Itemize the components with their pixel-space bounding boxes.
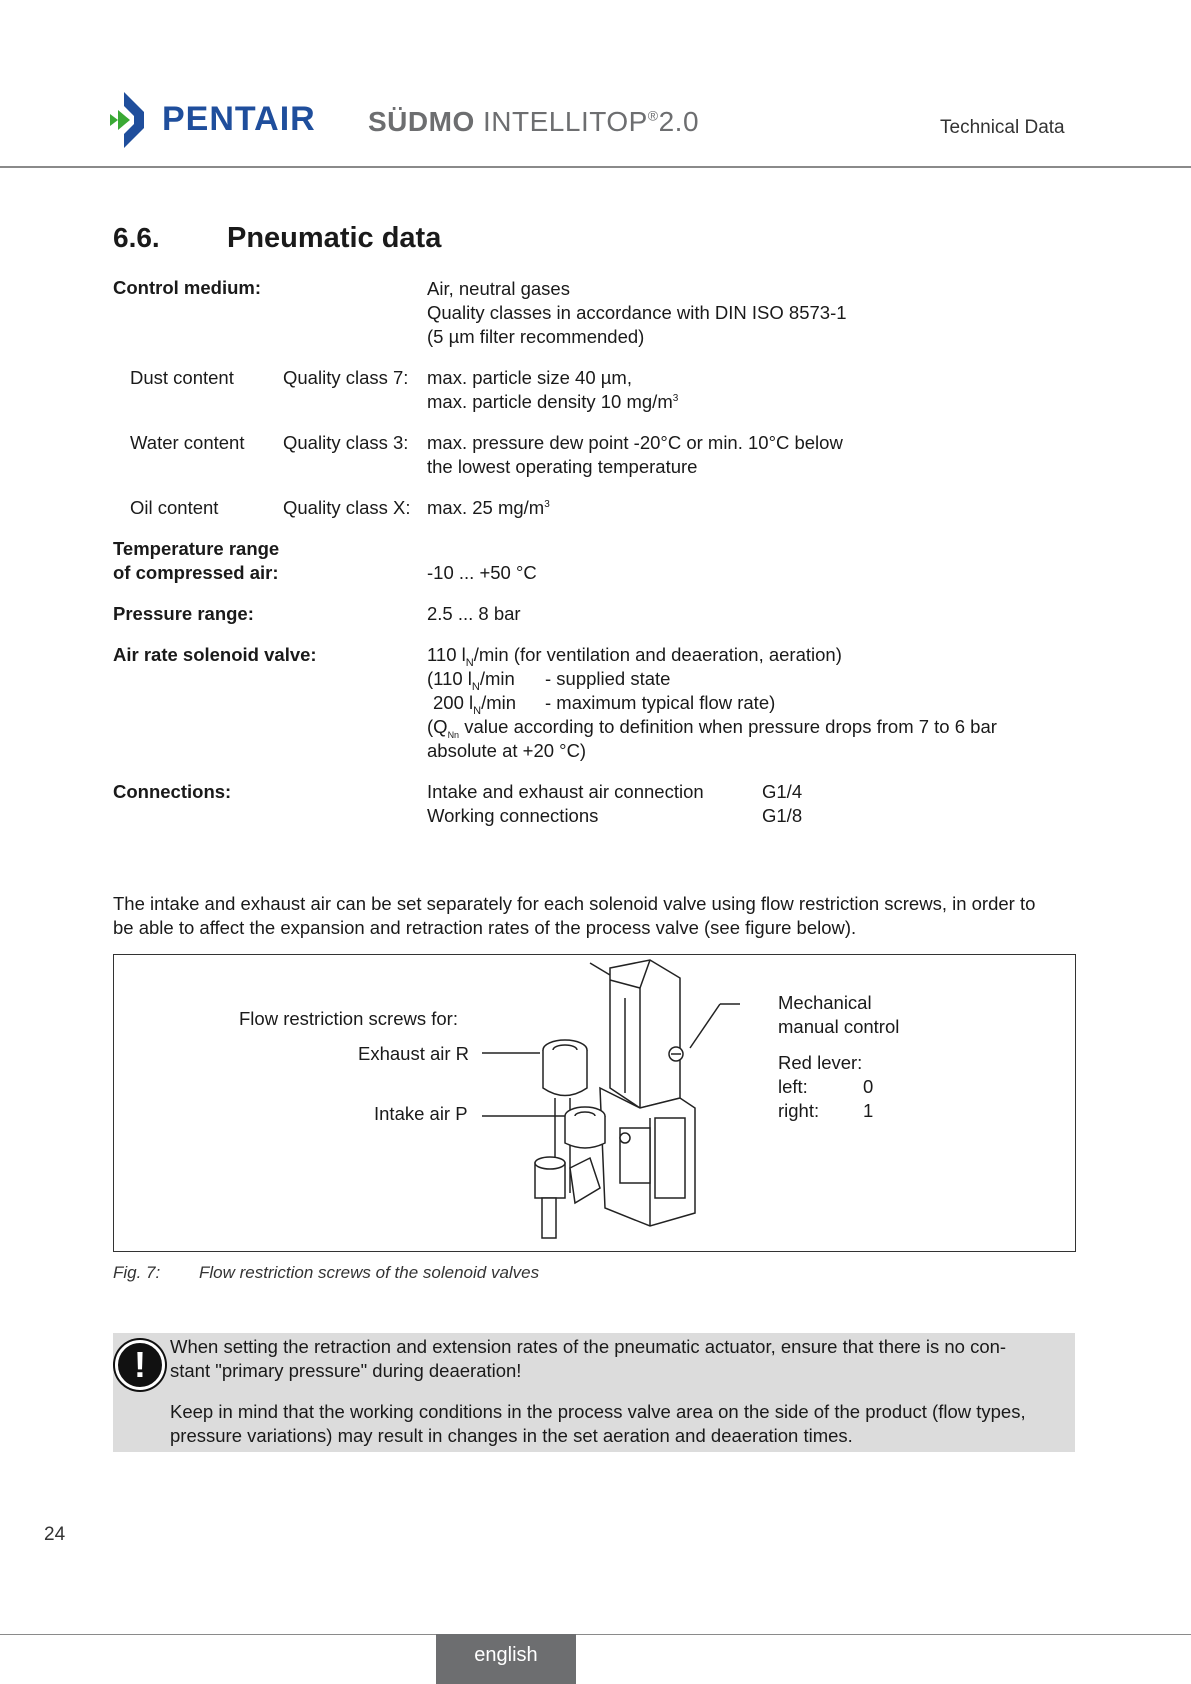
connections-label: Connections: bbox=[113, 781, 232, 802]
section-title: Pneumatic data bbox=[227, 222, 442, 254]
temperature-label: Temperature range bbox=[113, 538, 280, 559]
note-text-line: Keep in mind that the working conditions in the process valve area on the side of the product (flow types, bbox=[170, 1401, 1026, 1422]
oil-quality-class: Quality class X: bbox=[283, 497, 411, 518]
oil-value-text: max. 25 mg/m bbox=[427, 497, 545, 518]
figure-value-left: 0 bbox=[863, 1076, 874, 1097]
figure-label-intake: Intake air P bbox=[374, 1103, 468, 1124]
control-medium-line: Air, neutral gases bbox=[427, 278, 570, 299]
air-rate-line: 110 $l_N/\min$ (for ventilation and deaeration, aeration) bbox=[427, 644, 842, 669]
control-medium-line: Quality classes in accordance with DIN ISO 8573-1 bbox=[427, 302, 847, 323]
water-quality-class: Quality class 3: bbox=[283, 432, 409, 453]
pentair-logo-icon bbox=[110, 92, 158, 148]
intro-paragraph-line: be able to affect the expansion and retraction rates of the process valve (see figure below). bbox=[113, 917, 857, 938]
temperature-value: -10 ... +50 °C bbox=[427, 562, 537, 583]
air-rate-line: ($Q_{Nn}$ value according to definition when pressure drops from 7 to 6 bar bbox=[427, 716, 997, 740]
control-medium-label: Control medium: bbox=[113, 277, 261, 298]
note-text-line: pressure variations) may result in changes in the set aeration and deaeration times. bbox=[170, 1425, 853, 1446]
note-text-line: When setting the retraction and extension rates of the pneumatic actuator, ensure that there is no con- bbox=[170, 1336, 1007, 1357]
superscript: 3 bbox=[672, 393, 679, 404]
figure-label-exhaust: Exhaust air R bbox=[358, 1043, 470, 1064]
figure-label-screws: Flow restriction screws for: bbox=[239, 1008, 458, 1029]
connection-name: Intake and exhaust air connection bbox=[427, 781, 704, 802]
page-number: 24 bbox=[44, 1524, 66, 1545]
oil-content-label: Oil content bbox=[130, 497, 219, 518]
figure-label-left: left: bbox=[778, 1076, 808, 1097]
water-value-line: the lowest operating temperature bbox=[427, 456, 698, 477]
control-medium-line: (5 µm filter recommended) bbox=[427, 326, 645, 347]
dust-value-line: max. particle size 40 µm, bbox=[427, 367, 632, 388]
superscript: 3 bbox=[544, 499, 550, 510]
figure-label-right: right: bbox=[778, 1100, 820, 1121]
connection-name: Working connections bbox=[427, 805, 599, 826]
dust-value-line bbox=[427, 390, 678, 414]
language-tab: english bbox=[436, 1634, 576, 1684]
temperature-label: of compressed air: bbox=[113, 562, 279, 583]
air-rate-desc: - supplied state bbox=[545, 668, 671, 689]
header-section-label: Technical Data bbox=[940, 117, 1065, 138]
connection-value: G1/4 bbox=[762, 781, 803, 802]
air-rate-label: Air rate solenoid valve: bbox=[113, 644, 317, 665]
dust-quality-class: Quality class 7: bbox=[283, 367, 409, 388]
air-rate-line: (110 $l_N/\min$ bbox=[427, 668, 515, 693]
section-number: 6.6. bbox=[113, 222, 160, 253]
air-rate-line: 200 $l_N/\min$ bbox=[433, 692, 517, 717]
pressure-label: Pressure range: bbox=[113, 603, 254, 624]
water-value-line: max. pressure dew point -20°C or min. 10°C below bbox=[427, 432, 843, 453]
product-brand: SÜDMO bbox=[368, 106, 475, 137]
figure-label-mechanical: Mechanical bbox=[778, 992, 872, 1013]
product-version: 2.0 bbox=[658, 106, 700, 137]
air-rate-desc: - maximum typical flow rate) bbox=[545, 692, 776, 713]
dust-content-label: Dust content bbox=[130, 367, 234, 388]
product-name: SÜDMO INTELLITOP®2.0 bbox=[368, 106, 700, 137]
dust-density: max. particle density 10 mg/m bbox=[427, 391, 673, 412]
footer-divider bbox=[0, 1634, 1191, 1635]
figure-label-red-lever: Red lever: bbox=[778, 1052, 863, 1073]
connection-value: G1/8 bbox=[762, 805, 803, 826]
air-rate-line: absolute at +20 °C) bbox=[427, 740, 587, 761]
header-divider bbox=[0, 166, 1191, 168]
note-text-line: stant "primary pressure" during deaeration! bbox=[170, 1360, 522, 1381]
figure-caption-text: Flow restriction screws of the solenoid valves bbox=[199, 1263, 540, 1282]
water-content-label: Water content bbox=[130, 432, 245, 453]
product-model: INTELLITOP bbox=[483, 106, 648, 137]
pentair-logo-text: PENTAIR bbox=[162, 100, 316, 138]
figure-label-manual-control: manual control bbox=[778, 1016, 900, 1037]
intro-paragraph-line: The intake and exhaust air can be set separately for each solenoid valve using flow restriction screws, in order to bbox=[113, 893, 1036, 914]
pressure-value: 2.5 ... 8 bar bbox=[427, 603, 521, 624]
figure-value-right: 1 bbox=[863, 1100, 874, 1121]
solenoid-valve-drawing bbox=[480, 958, 740, 1250]
figure-caption-number: Fig. 7: bbox=[113, 1263, 161, 1282]
oil-value bbox=[427, 496, 550, 520]
exclamation-icon: ! bbox=[115, 1340, 165, 1390]
